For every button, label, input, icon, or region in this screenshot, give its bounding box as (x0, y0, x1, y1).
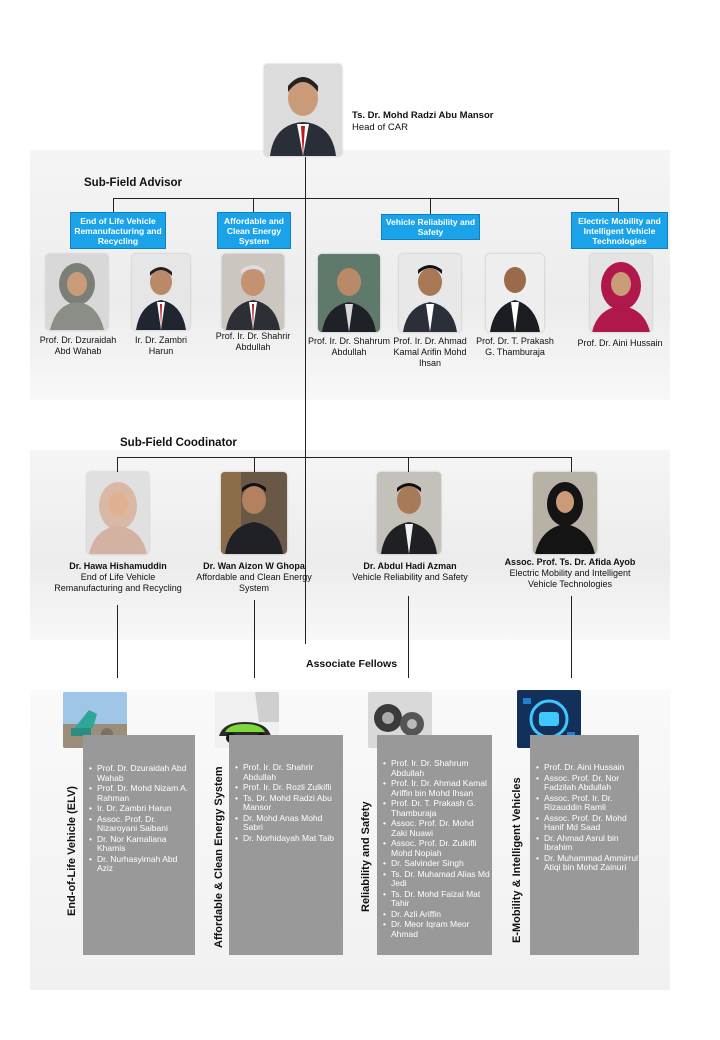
member-list (530, 735, 639, 873)
branch-drop (430, 198, 431, 214)
member-item: • Dr. Azli Ariffin (391, 910, 492, 920)
coordinator-section-title: Sub-Field Coodinator (120, 437, 237, 449)
fellow-panel-emobility (530, 735, 639, 955)
advisor-section-title: Sub-Field Advisor (84, 177, 182, 189)
member-list (377, 735, 492, 939)
member-item: • Dr. Nurhasyimah Abd Aziz (97, 855, 195, 874)
coordinator-name: Dr. Wan Aizon W Ghopa (203, 561, 305, 571)
advisor-photo (46, 254, 108, 330)
coordinator-entry (496, 557, 644, 590)
coordinator-photo (87, 472, 149, 554)
advisor-photo (318, 254, 380, 332)
coordinator-name: Dr. Hawa Hishamuddin (69, 561, 167, 571)
advisor-photo (222, 254, 284, 330)
coordinator-name: Assoc. Prof. Ts. Dr. Afida Ayob (504, 557, 636, 567)
category-badge-emobility: Electric Mobility and Intelligent Vehicle Technologies (571, 212, 668, 249)
branch-drop (254, 457, 255, 473)
member-item: • Dr. Salvinder Singh (391, 859, 492, 869)
member-item: • Prof. Ir. Dr. Shahrir Abdullah (243, 763, 343, 782)
coordinator-area: Vehicle Reliability and Safety (352, 572, 468, 582)
head-info (352, 110, 493, 134)
fellow-group-title-emobility: E-Mobility & Intelligent Vehicles (511, 777, 523, 943)
advisor-name: Prof. Dr. T. Prakash G. Thamburaja (476, 336, 554, 357)
member-item: • Assoc. Prof. Dr. Nor Fadzilah Abdullah (544, 774, 639, 793)
head-name: Ts. Dr. Mohd Radzi Abu Mansor (352, 110, 494, 121)
member-list (83, 735, 195, 874)
coordinator-area: Electric Mobility and Intelligent Vehicle Technologies (509, 568, 631, 589)
advisor-photo (486, 254, 544, 332)
fellow-drop-line (254, 600, 255, 678)
coordinator-entry (340, 561, 480, 583)
member-item: • Assoc. Prof. Dr. Mohd Zaki Nuawi (391, 819, 492, 838)
category-badge-safety: Vehicle Reliability and Safety (381, 214, 480, 240)
advisor-photo (132, 254, 190, 330)
member-item: • Dr. Meor Iqram Meor Ahmad (391, 920, 492, 939)
advisor-name: Prof. Dr. Aini Hussain (577, 338, 663, 348)
member-item: • Dr. Nor Kamaliana Khamis (97, 835, 195, 854)
fellow-drop-line (571, 596, 572, 678)
fellow-panel-energy (229, 735, 343, 955)
member-item: • Assoc. Prof. Ir. Dr. Rizauddin Ramli (544, 794, 639, 813)
fellows-section-title: Associate Fellows (306, 658, 398, 670)
advisor-name: Prof. Ir. Dr. Shahrir Abdullah (215, 331, 291, 352)
fellow-panel-safety (377, 735, 492, 955)
member-item: • Prof. Ir. Dr. Ahmad Kamal Ariffin bin Mohd Ihsan (391, 779, 492, 798)
head-role: Head of CAR (352, 122, 408, 133)
advisor-name: Prof. Ir. Dr. Ahmad Kamal Arifin Mohd Ihsan (393, 336, 467, 368)
fellow-panel-elv (83, 735, 195, 955)
coordinator-photo (533, 472, 597, 554)
member-item: • Ts. Dr. Muhamad Alias Md Jedi (391, 870, 492, 889)
branch-drop (117, 457, 118, 473)
coordinator-entry (46, 561, 190, 594)
member-item: • Dr. Muhammad Ammirrul Atiqi bin Mohd Zainuri (544, 854, 639, 873)
fellow-drop-line (117, 605, 118, 678)
member-item: • Prof. Ir. Dr. Rozli Zulkifli (243, 783, 343, 793)
member-item: • Dr. Mohd Anas Mohd Sabri (243, 814, 343, 833)
advisor-photo (590, 254, 652, 332)
member-item: • Ts. Dr. Mohd Radzi Abu Mansor (243, 794, 343, 813)
member-item: • Dr. Norhidayah Mat Taib (243, 834, 343, 844)
coordinator-entry (194, 561, 314, 594)
branch-drop (571, 457, 572, 473)
member-item: • Prof. Dr. T. Prakash G. Thamburaja (391, 799, 492, 818)
advisor-name: Prof. Dr. Dzuraidah Abd Wahab (39, 335, 117, 356)
member-list (229, 735, 343, 843)
fellow-drop-line (408, 596, 409, 678)
member-item: • Dr. Ahmad Asrul bin Ibrahim (544, 834, 639, 853)
fellow-group-title-energy: Affordable & Clean Energy System (213, 766, 225, 948)
member-item: • Prof. Ir. Dr. Shahrum Abdullah (391, 759, 492, 778)
advisor-photo (399, 254, 461, 332)
advisor-name: Ir. Dr. Zambri Harun (134, 335, 187, 356)
branch-drop (253, 198, 254, 212)
category-badge-energy: Affordable and Clean Energy System (217, 212, 291, 249)
member-item: • Ir. Dr. Zambri Harun (97, 804, 195, 814)
coordinator-photo (221, 472, 287, 554)
advisor-name: Prof. Ir. Dr. Shahrum Abdullah (307, 336, 391, 357)
fellow-group-title-elv: End-of-Life Vehicle (ELV) (66, 786, 78, 916)
member-item: • Assoc. Prof. Dr. Zulkifli Mohd Nopiah (391, 839, 492, 858)
member-item: • Prof. Dr. Mohd Nizam A. Rahman (97, 784, 195, 803)
member-item: • Ts. Dr. Mohd Faizal Mat Tahir (391, 890, 492, 909)
member-item: • Assoc. Prof. Dr. Nizaroyani Saibani (97, 815, 195, 834)
advisor-branch-line (113, 198, 619, 199)
coordinator-name: Dr. Abdul Hadi Azman (363, 561, 457, 571)
category-badge-elv: End of Life Vehicle Remanufacturing and Recycling (70, 212, 166, 249)
coordinator-branch-line (117, 457, 572, 458)
fellow-group-title-safety: Reliability and Safety (360, 801, 372, 912)
coordinator-area: End of Life Vehicle Remanufacturing and Recycling (54, 572, 182, 593)
coordinator-area: Affordable and Clean Energy System (196, 572, 312, 593)
branch-drop (408, 457, 409, 473)
head-photo (264, 64, 342, 156)
coordinator-photo (377, 472, 441, 554)
member-item: • Prof. Dr. Aini Hussain (544, 763, 639, 773)
member-item: • Prof. Dr. Dzuraidah Abd Wahab (97, 764, 195, 783)
member-item: • Assoc. Prof. Dr. Mohd Hanif Md Saad (544, 814, 639, 833)
